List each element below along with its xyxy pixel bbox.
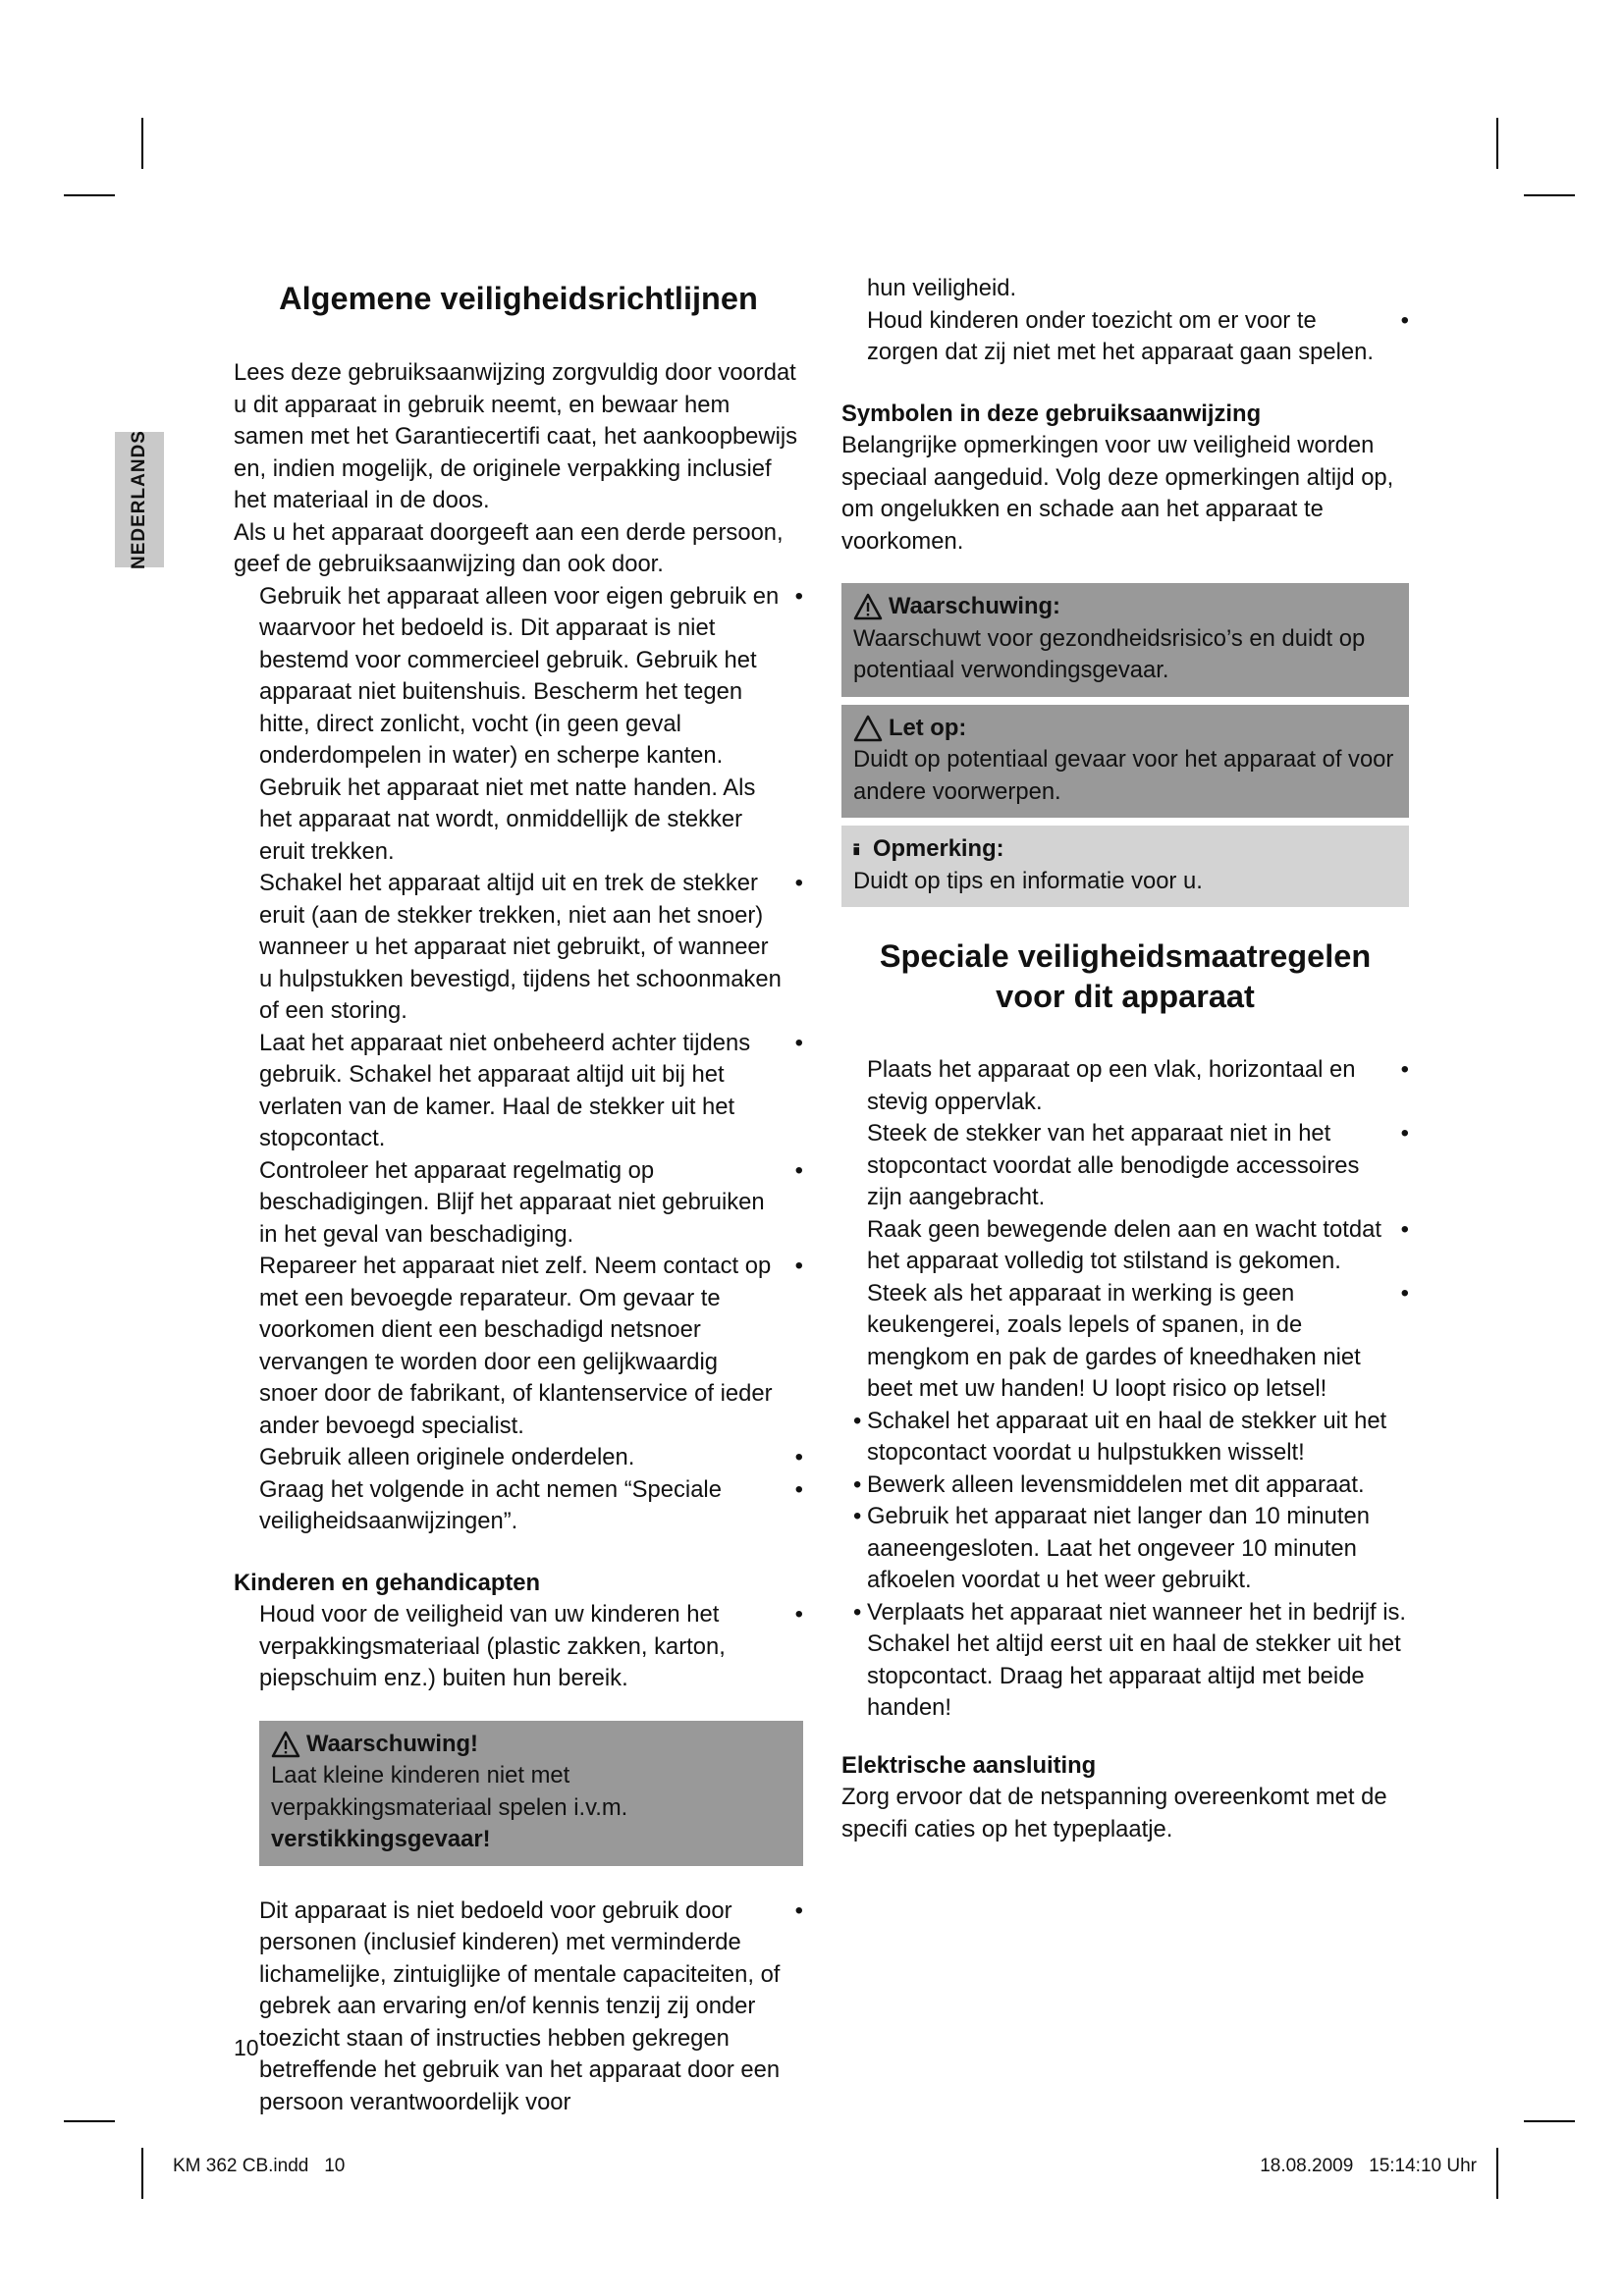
- kids-heading: Kinderen en gehandicapten: [234, 1569, 541, 1596]
- page-number: 10: [234, 2035, 259, 2060]
- list-item: Repareer het apparaat niet zelf. Neem contact op met een bevoegde reparateur. Om gevaar te voorkomen dient een beschadigd netsnoer vervangen te worden door een gelijkwaardig snoer door de fabrikant, of klantenservice of ieder ander bevoegd specialist. •: [259, 1251, 803, 1442]
- list-item: Gebruik alleen originele onderdelen. •: [259, 1442, 803, 1474]
- list-item: Houd voor de veiligheid van uw kinderen het verpakkingsmateriaal (plastic zakken, karton, piepschuim enz.) buiten hun bereik. •: [259, 1599, 803, 1695]
- note-symbol-title: [853, 833, 1397, 866]
- warning-title: Waarschuwing!: [306, 1730, 478, 1757]
- right-column: [841, 273, 1409, 1845]
- caution-triangle-icon: [853, 714, 883, 743]
- list-item: Raak geen bewegende delen aan en wacht totdat het apparaat volledig tot stilstand is gekomen. •: [867, 1214, 1409, 1278]
- caution-symbol-text: Duidt op potentiaal gevaar voor het apparaat of voor andere voorwerpen.: [853, 746, 1394, 805]
- intro-paragraph-2: Als u het apparaat doorgeeft aan een derde persoon, geef de gebruiksaanwijzing dan ook door.: [234, 518, 784, 577]
- persons-list: [234, 1896, 803, 2119]
- list-item: • Verplaats het apparaat niet wanneer het in bedrijf is. Schakel het altijd eerst uit en haal de stekker uit het stopcontact. Draag het apparaat altijd met beide handen!: [867, 1597, 1409, 1725]
- crop-mark: [141, 2148, 143, 2199]
- warning-text-plain: Laat kleine kinderen niet met verpakkingsmateriaal spelen i.v.m.: [271, 1762, 628, 1821]
- warning-box-children: [259, 1721, 803, 1866]
- caution-symbol-title: [853, 713, 1397, 745]
- crop-mark: [1524, 194, 1575, 196]
- continued-text: hun veiligheid.: [867, 275, 1017, 301]
- list-item: Schakel het apparaat altijd uit en trek de stekker eruit (aan de stekker trekken, niet aan het snoer) wanneer u het apparaat niet gebruikt, of wanneer u hulpstukken bevestigd, tijdens het schoonmaken of een storing. •: [259, 868, 803, 1028]
- crop-mark: [64, 194, 115, 196]
- kids-list: [234, 1599, 803, 1695]
- warning-box-title: [271, 1729, 791, 1761]
- special-safety-list-2: [841, 1406, 1409, 1725]
- list-item: Laat het apparaat niet onbeheerd achter tijdens gebruik. Schakel het apparaat altijd uit bij het verlaten van de kamer. Haal de stekker uit het stopcontact. •: [259, 1028, 803, 1155]
- warning-symbol-text: Waarschuwt voor gezondheidsrisico’s en duidt op potentiaal verwondingsgevaar.: [853, 624, 1366, 683]
- caution-symbol-label: Let op:: [889, 714, 967, 741]
- language-label: NEDERLANDS: [129, 430, 149, 569]
- special-safety-list: [841, 1054, 1409, 1406]
- list-item: Dit apparaat is niet bedoeld voor gebruik door personen (inclusief kinderen) met verminderde lichamelijke, zintuiglijke of mentale capaciteiten, of gebrek aan ervaring en/of kennis tenzij zij onder toezicht staan of instructies hebben gekregen betreffende het gebruik van het apparaat door een persoon verantwoordelijk voor •: [259, 1896, 803, 2119]
- list-item: Houd kinderen onder toezicht om er voor te zorgen dat zij niet met het apparaat gaan spelen. •: [867, 305, 1409, 369]
- list-item: Graag het volgende in acht nemen “Speciale veiligheidsaanwijzingen”. •: [259, 1474, 803, 1538]
- section-title-special-safety: Speciale veiligheidsmaatregelen voor dit apparaat: [879, 938, 1372, 1014]
- list-item: • Bewerk alleen levensmiddelen met dit apparaat.: [867, 1469, 1409, 1502]
- list-item: Controleer het apparaat regelmatig op beschadigingen. Blijf het apparaat niet gebruiken in het geval van beschadiging. •: [259, 1155, 803, 1252]
- list-item: Plaats het apparaat op een vlak, horizontaal en stevig oppervlak. •: [867, 1054, 1409, 1118]
- warning-triangle-icon: [271, 1730, 300, 1759]
- warning-text-strong: verstikkingsgevaar!: [271, 1826, 491, 1852]
- general-safety-list: [234, 581, 803, 1538]
- crop-mark: [1496, 118, 1498, 169]
- list-item: Gebruik het apparaat alleen voor eigen gebruik en waarvoor het bedoeld is. Dit apparaat is niet bestemd voor commercieel gebruik. Gebruik het apparaat niet buitenshuis. Bescherm het tegen hitte, direct zonlicht, vocht (in geen geval onderdompelen in water) en scherpe kanten. Gebruik het apparaat niet met natte handen. Als het apparaat nat wordt, onmiddellijk de stekker eruit trekken. •: [259, 581, 803, 869]
- footer-timestamp: 18.08.2009 15:14:10 Uhr: [1260, 2156, 1477, 2176]
- list-item: • Gebruik het apparaat niet langer dan 10 minuten aaneengesloten. Laat het ongeveer 10 minuten afkoelen voordat u het weer gebruikt.: [867, 1501, 1409, 1597]
- list-item: Steek als het apparaat in werking is geen keukengerei, zoals lepels of spanen, in de mengkom en pak de gardes of kneedhaken niet beet met uw handen! U loopt risico op letsel! •: [867, 1278, 1409, 1406]
- info-icon: [853, 834, 867, 864]
- left-column: [234, 273, 803, 2118]
- section-title-general-safety: Algemene veiligheidsrichtlijnen: [279, 281, 758, 316]
- caution-symbol-box: [841, 705, 1409, 819]
- note-symbol-box: [841, 826, 1409, 907]
- continued-list: [841, 273, 1409, 369]
- language-side-tab: [115, 432, 164, 567]
- electric-heading: Elektrische aansluiting: [841, 1751, 1097, 1779]
- warning-symbol-title: [853, 591, 1397, 623]
- footer-file-info: KM 362 CB.indd 10: [173, 2156, 346, 2176]
- list-item: • Schakel het apparaat uit en haal de stekker uit het stopcontact voordat u hulpstukken wisselt!: [867, 1406, 1409, 1469]
- symbols-text: Belangrijke opmerkingen voor uw veiligheid worden speciaal aangeduid. Volg deze opmerkingen altijd op, om ongelukken en schade aan het apparaat te voorkomen.: [841, 432, 1394, 555]
- crop-mark: [141, 118, 143, 169]
- note-symbol-text: Duidt op tips en informatie voor u.: [853, 867, 1203, 894]
- list-item: Steek de stekker van het apparaat niet in het stopcontact voordat alle benodigde accessoires zijn aangebracht. •: [867, 1118, 1409, 1214]
- warning-symbol-label: Waarschuwing:: [889, 593, 1060, 619]
- symbols-heading: Symbolen in deze gebruiksaanwijzing: [841, 400, 1262, 427]
- crop-mark: [1496, 2148, 1498, 2199]
- warning-text: [271, 1760, 791, 1856]
- warning-triangle-icon: [853, 592, 883, 621]
- note-symbol-label: Opmerking:: [873, 835, 1004, 862]
- crop-mark: [1524, 2120, 1575, 2122]
- electric-text: Zorg ervoor dat de netspanning overeenkomt met de specifi caties op het typeplaatje.: [841, 1784, 1387, 1842]
- warning-symbol-box: [841, 583, 1409, 697]
- crop-mark: [64, 2120, 115, 2122]
- intro-paragraph: Lees deze gebruiksaanwijzing zorgvuldig door voordat u dit apparaat in gebruik neemt, en bewaar hem samen met het Garantiecertifi caat, het aankoopbewijs en, indien mogelijk, de originele verpakking inclusief het materiaal in de doos.: [234, 359, 798, 513]
